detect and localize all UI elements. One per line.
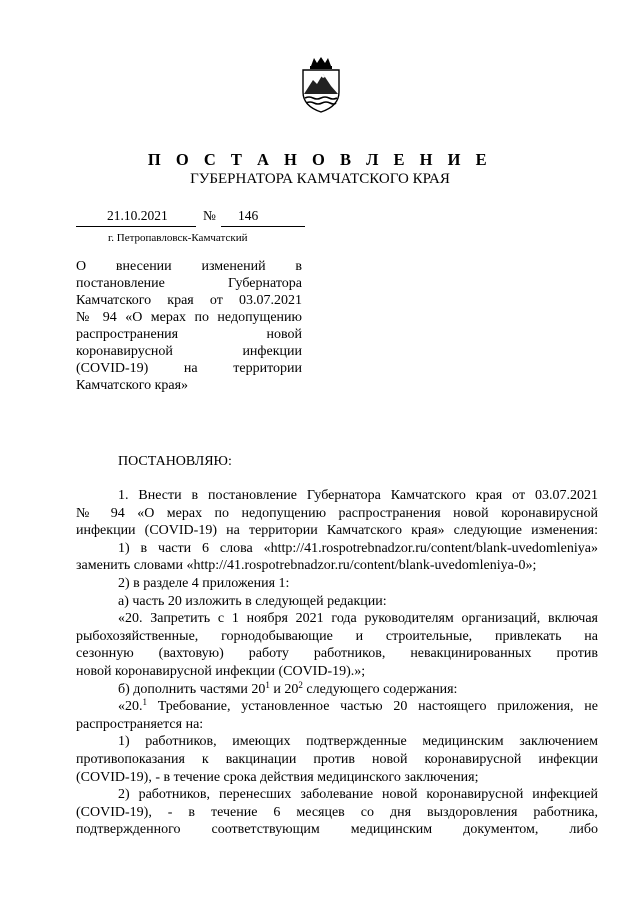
subject-line: О внесении изменений в [76, 259, 302, 274]
body-line: (COVID-19), - в течение 6 месяцев со дня выздоровления работника, [76, 804, 598, 820]
body-line: рыбохозяйственные, горнодобывающие и строительные, привлекать на [76, 628, 598, 644]
subject-line: № 94 «О мерах по недопущению [76, 310, 302, 325]
body-line: 2) в разделе 4 приложения 1: [118, 575, 290, 591]
superscript: 2 [298, 679, 303, 690]
kamchatka-coat-of-arms-icon [297, 56, 345, 114]
body-line [76, 698, 598, 716]
subject-line: распространения новой [76, 327, 302, 342]
body-text: и 20 [269, 681, 299, 697]
superscript: 1 [142, 697, 147, 708]
body-line: (COVID-19), - в течение срока действия медицинского заключения; [76, 769, 479, 785]
body-text: б) дополнить частями 20 [118, 681, 266, 697]
body-line: распространяется на: [76, 716, 204, 732]
subject-line: постановление Губернатора [76, 276, 302, 291]
body-line: новой коронавирусной инфекции (COVID-19).»; [76, 663, 366, 679]
body-line: а) часть 20 изложить в следующей редакции: [118, 593, 387, 609]
body-line: 1) работников, имеющих подтвержденные медицинским заключением [118, 734, 598, 750]
superscript: 1 [265, 679, 270, 690]
body-line: «20. Запретить с 1 ноября 2021 года руководителям организаций, включая [118, 611, 598, 627]
body-text: «20. [118, 699, 143, 715]
number-sign: № [203, 208, 216, 223]
body-line: № 94 «О мерах по недопущению распространения новой коронавирусной [76, 505, 598, 521]
document-body [76, 487, 598, 839]
subject-line: Камчатского края от 03.07.2021 [76, 293, 302, 308]
document-subtitle: ГУБЕРНАТОРА КАМЧАТСКОГО КРАЯ [190, 171, 450, 187]
subject-line: (COVID-19) на территории [76, 361, 302, 376]
body-line: подтвержденного соответствующим медицинским документом, либо [76, 822, 598, 838]
date-underline [76, 226, 196, 227]
body-line [76, 681, 598, 699]
body-line: сезонную (вахтовую) работу работников, невакцинированных против [76, 646, 598, 662]
document-number: 146 [238, 208, 259, 223]
body-text: Требование, установленное частью 20 настоящего приложения, не [147, 699, 598, 715]
number-underline [221, 226, 305, 227]
body-line: противопоказания к вакцинации против новой коронавирусной инфекции [76, 751, 598, 767]
document-date: 21.10.2021 [107, 208, 168, 223]
body-line: 1. Внести в постановление Губернатора Камчатского края от 03.07.2021 [118, 488, 598, 503]
body-line: заменить словами «http://41.rospotrebnadzor.ru/content/blank-uvedomleniya-0»; [76, 558, 537, 574]
body-line: 1) в части 6 слова «http://41.rospotrebnadzor.ru/content/blank-uvedomleniya» [118, 540, 598, 556]
document-title: П О С Т А Н О В Л Е Н И Е [147, 150, 493, 169]
decree-word: ПОСТАНОВЛЯЮ: [118, 454, 232, 469]
subject-line: коронавирусной инфекции [76, 344, 302, 359]
document-city: г. Петропавловск-Камчатский [108, 232, 248, 244]
subject-line: Камчатского края» [76, 378, 189, 393]
body-text: следующего содержания: [302, 681, 458, 697]
body-line: инфекции (COVID-19) на территории Камчатского края» следующие изменения: [76, 523, 598, 539]
body-line: 2) работников, перенесших заболевание новой коронавирусной инфекцией [118, 787, 598, 803]
document-subject [76, 258, 302, 394]
